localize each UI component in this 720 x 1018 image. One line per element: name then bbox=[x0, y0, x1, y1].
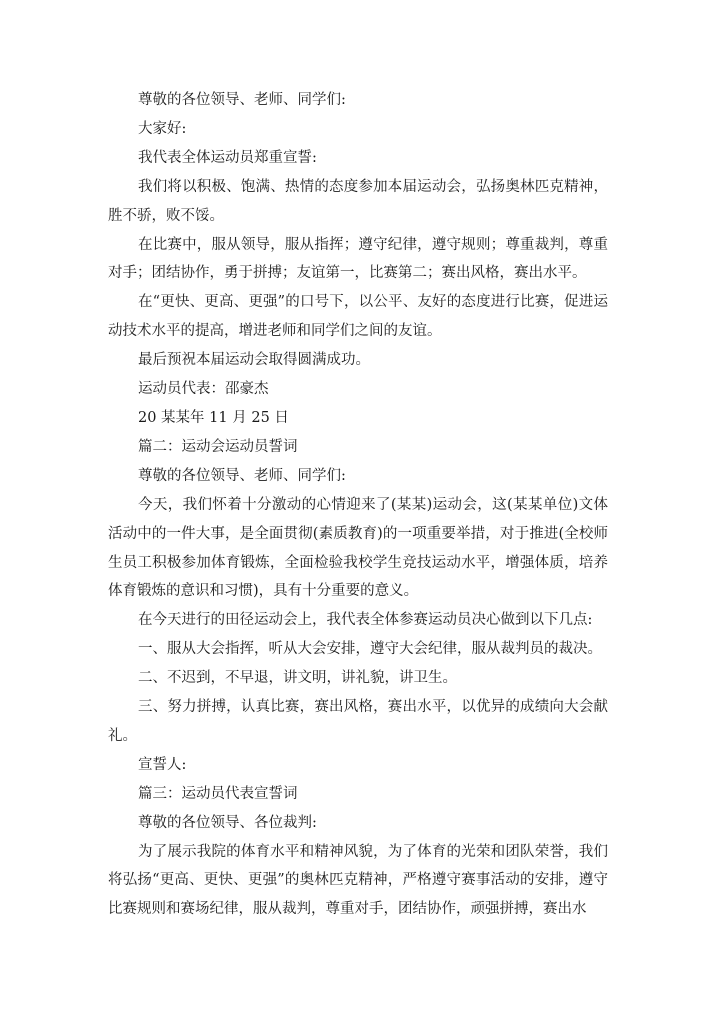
salutation: 尊敬的各位领导、老师、同学们: bbox=[138, 467, 346, 484]
paragraph: 今天，我们怀着十分激动的心情迎来了(某某)运动会，这(某某单位)文体活动中的一件大事，是全面贯彻(素质教育)的一项重要举措，对于推进(全校师生员工积极参加体育锻炼，全面检验我校学生竞技运动水平，增强体质，培养体育锻炼的意识和习惯)，具有十分重要的意义。 bbox=[108, 496, 608, 600]
oath-intro: 我代表全体运动员郑重宣誓: bbox=[138, 149, 317, 166]
signature-line: 宣誓人: bbox=[138, 756, 187, 773]
salutation: 尊敬的各位领导、老师、同学们: bbox=[138, 92, 346, 108]
paragraph: 为了展示我院的体育水平和精神风貌，为了体育的光荣和团队荣誉，我们将弘扬“更高、更快、更强”的奥林匹克精神，严格遵守赛事活动的安排，遵守比赛规则和赛场纪律，服从裁判，尊重对手，团结协作，顽强拼搏，赛出水 bbox=[108, 843, 608, 918]
paragraph: 最后预祝本届运动会取得圆满成功。 bbox=[138, 352, 370, 369]
paragraph: 在比赛中，服从领导，服从指挥；遵守纪律，遵守规则；尊重裁判，尊重对手；团结协作，勇于拼搏；友谊第一，比赛第二；赛出风格，赛出水平。 bbox=[108, 236, 608, 282]
date-line: 20 某某年 11 月 25 日 bbox=[138, 409, 289, 426]
paragraph: 我们将以积极、饱满、热情的态度参加本届运动会，弘扬奥林匹克精神，胜不骄，败不馁。 bbox=[108, 178, 608, 224]
paragraph: 在“更快、更高、更强”的口号下，以公平、友好的态度进行比赛，促进运动技术水平的提高，增进老师和同学们之间的友谊。 bbox=[108, 294, 608, 340]
document-body bbox=[108, 86, 608, 924]
list-item: 三、努力拼搏，认真比赛，赛出风格，赛出水平，以优异的成绩向大会献礼。 bbox=[108, 699, 608, 744]
paragraph: 在今天进行的田径运动会上，我代表全体参赛运动员决心做到以下几点: bbox=[138, 612, 593, 629]
signature-line: 运动员代表：邵豪杰 bbox=[138, 381, 269, 398]
list-item: 二、不迟到，不早退，讲文明，讲礼貌，讲卫生。 bbox=[138, 670, 457, 687]
list-item: 一、服从大会指挥，听从大会安排，遵守大会纪律，服从裁判员的裁决。 bbox=[138, 641, 602, 658]
section-heading: 篇二：运动会运动员誓词 bbox=[138, 438, 298, 455]
salutation: 尊敬的各位领导、各位裁判: bbox=[138, 814, 317, 831]
section-heading: 篇三：运动员代表宣誓词 bbox=[138, 785, 298, 802]
greeting: 大家好: bbox=[138, 120, 187, 137]
